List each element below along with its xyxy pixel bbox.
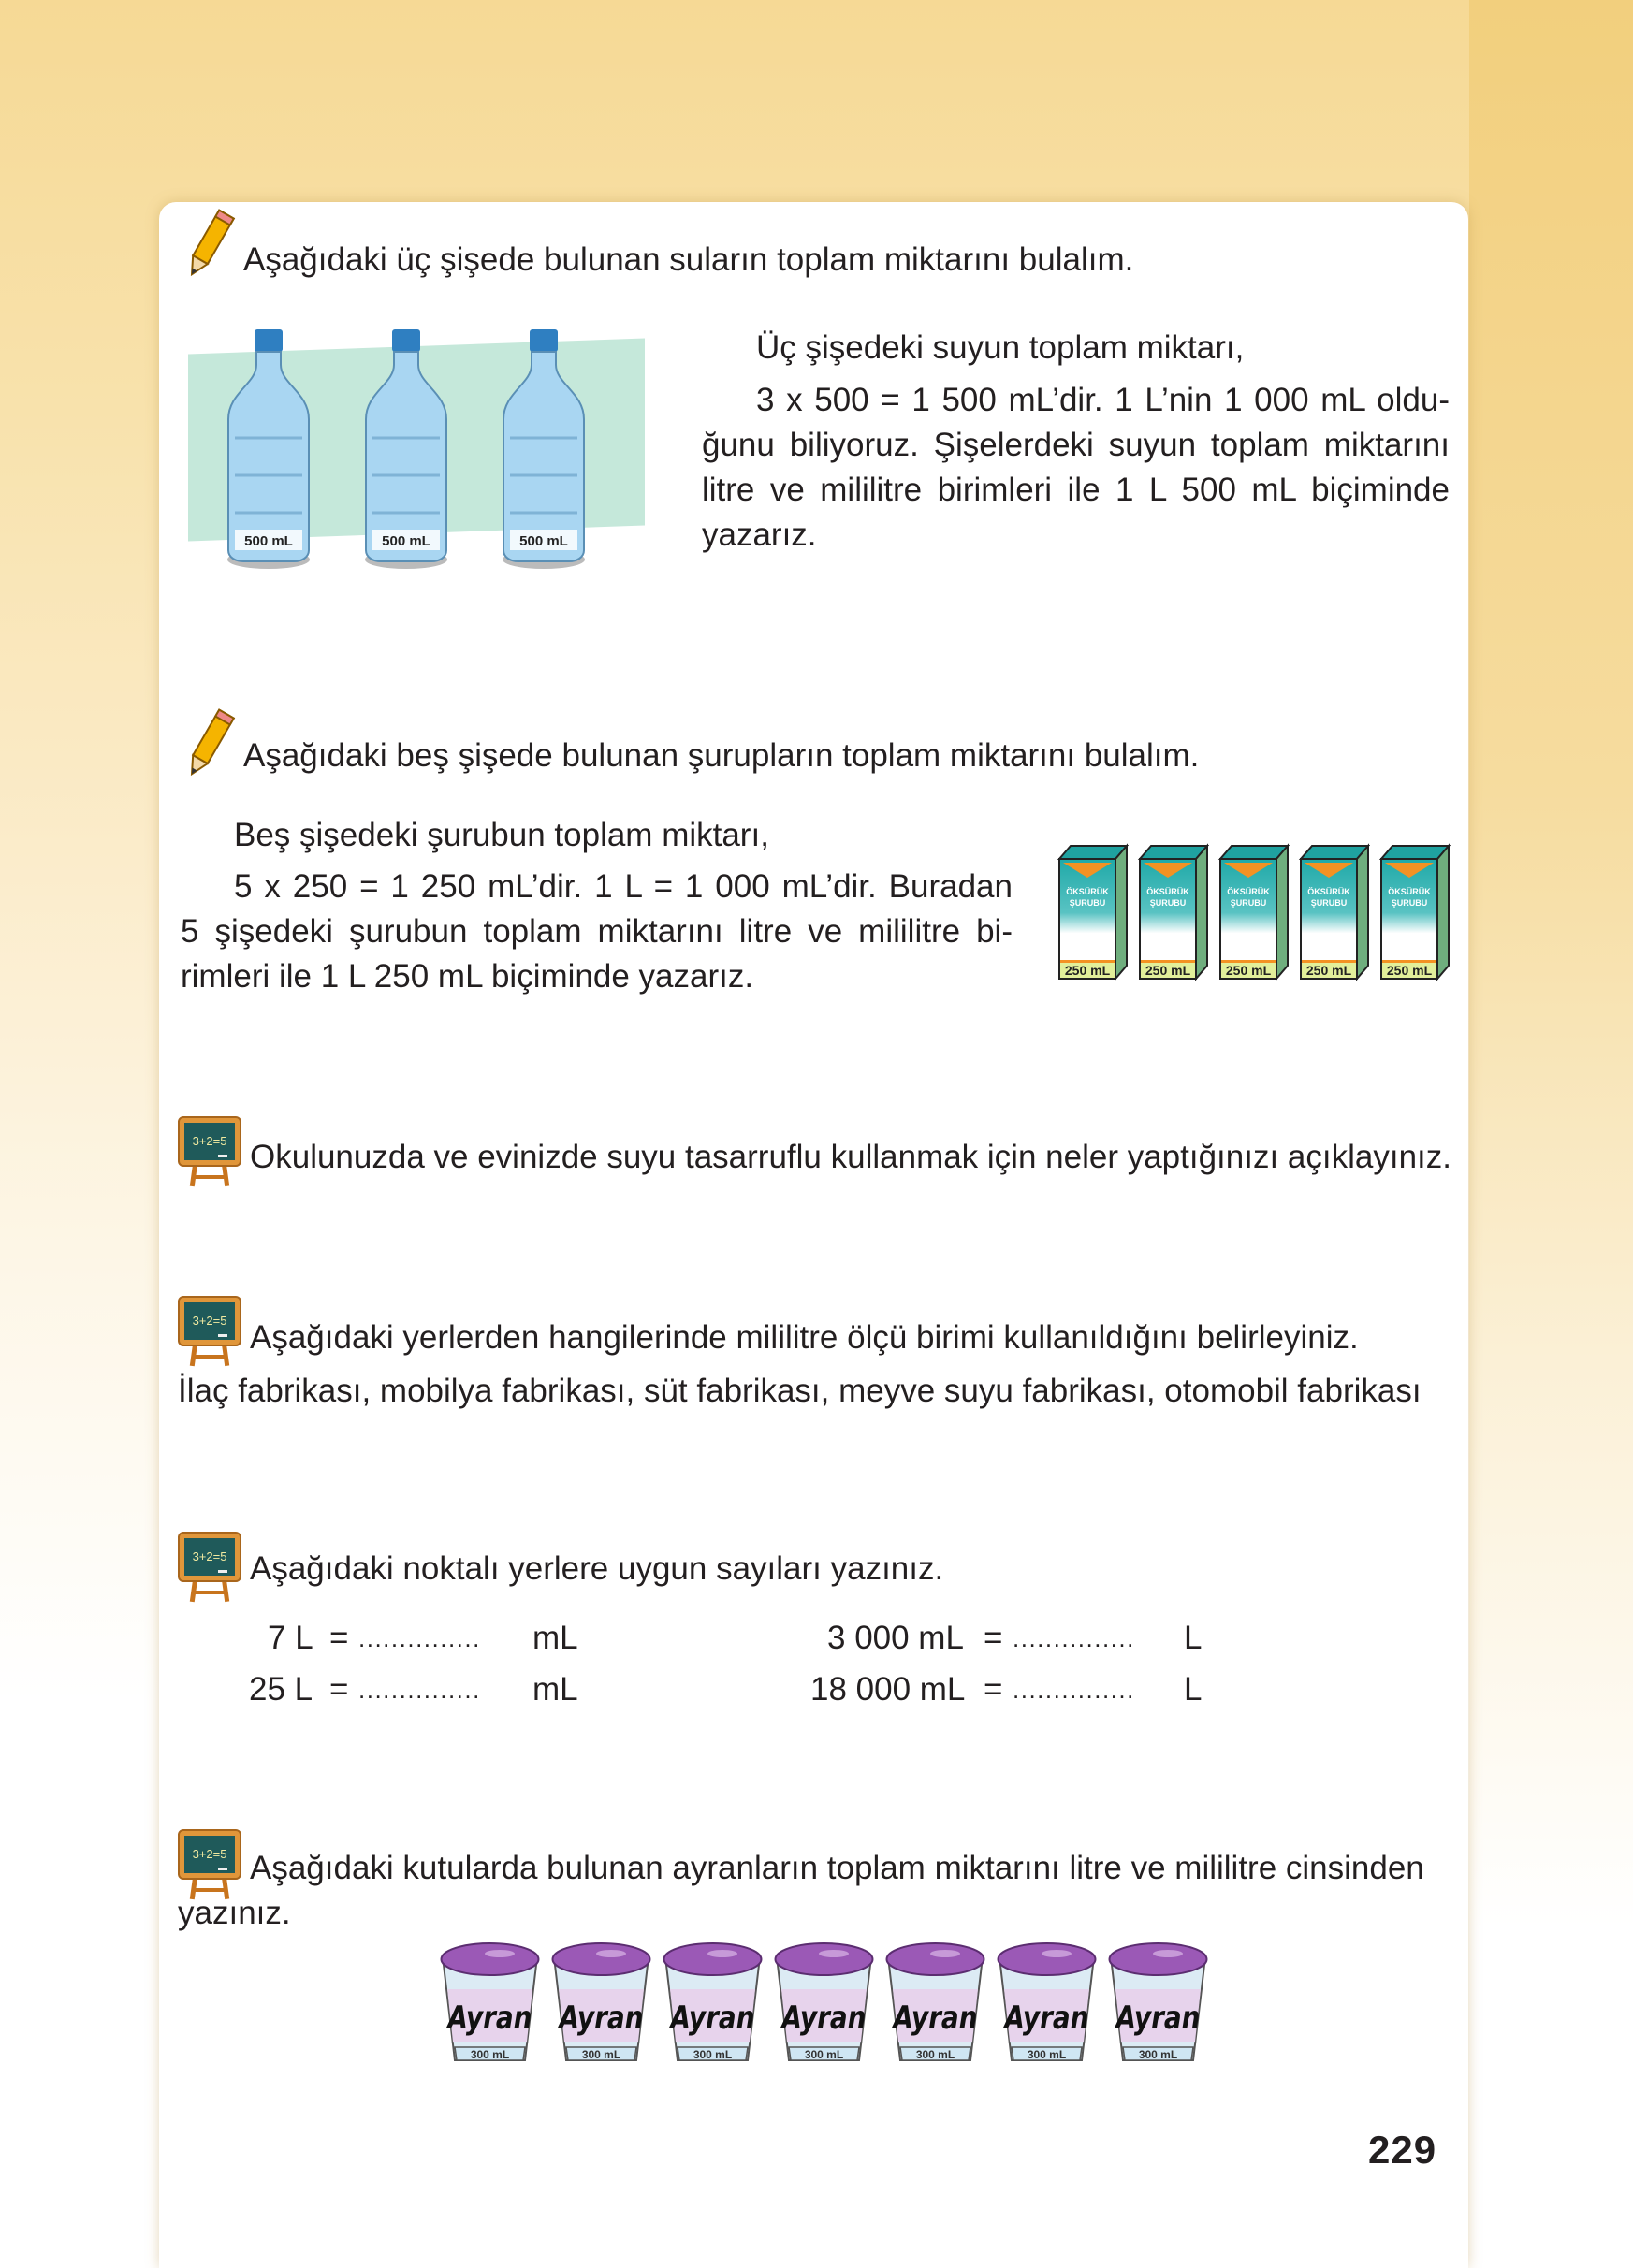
- equals-sign: =: [984, 1620, 1003, 1656]
- task3-text: Aşağıdaki noktalı yerlere uygun sayıları yazınız.: [250, 1550, 944, 1587]
- syrup-box: [1136, 842, 1209, 987]
- board-text: 3+2=5: [192, 1549, 227, 1563]
- answer-blank[interactable]: ...............: [1013, 1676, 1135, 1704]
- answer-blank[interactable]: ...............: [1013, 1624, 1135, 1652]
- pencil-icon: [178, 208, 240, 283]
- board-text: 3+2=5: [192, 1847, 227, 1861]
- water-bottle: [226, 326, 312, 575]
- syrup-box: [1217, 842, 1290, 987]
- fill-unit: L: [1184, 1671, 1203, 1708]
- task2-text: Aşağıdaki yerlerden hangilerinde mililitre ölçü birimi kullanıldığını belirleyiniz.: [250, 1319, 1359, 1356]
- cup-name: Ayran: [781, 1999, 867, 2037]
- box-name: ŞURUBU: [1069, 898, 1106, 908]
- equals-sign: =: [329, 1671, 349, 1708]
- fill-unit: mL: [532, 1620, 578, 1656]
- fill-unit: mL: [532, 1671, 578, 1708]
- cup-name: Ayran: [1115, 1999, 1201, 2037]
- task1-text: Okulunuzda ve evinizde suyu tasarruflu kullanmak için neler yaptığınızı açıklayınız.: [250, 1139, 1451, 1175]
- syrup-boxes-image: [1056, 842, 1451, 987]
- equals-sign: =: [984, 1671, 1003, 1708]
- page-number: 229: [1368, 2128, 1437, 2172]
- page-decor-band: [1469, 0, 1633, 2268]
- box-name: ÖKSÜRÜK: [1307, 887, 1350, 896]
- fill-unit: L: [1184, 1620, 1203, 1656]
- box-label: 250 mL: [1064, 963, 1111, 978]
- ayran-cup: [546, 1937, 657, 2077]
- section1-line: yazarız.: [702, 516, 817, 553]
- ayran-cup: [1102, 1937, 1214, 2077]
- ayran-cup: [768, 1937, 880, 2077]
- bottle-label: 500 mL: [382, 533, 430, 549]
- section1-line: 3 x 500 = 1 500 mL’dir. 1 L’nin 1 000 mL oldu-: [756, 382, 1450, 418]
- section2-line: 5 x 250 = 1 250 mL’dir. 1 L = 1 000 mL’dir. Buradan: [234, 868, 1013, 905]
- board-text: 3+2=5: [192, 1134, 227, 1148]
- ayran-cup: [991, 1937, 1102, 2077]
- task4-text: yazınız.: [178, 1895, 291, 1931]
- answer-blank[interactable]: ...............: [358, 1676, 481, 1704]
- section2-line: 5 şişedeki şurubun toplam miktarını litre ve mililitre bi-: [181, 913, 1013, 950]
- ayran-cup: [657, 1937, 768, 2077]
- section1-paragraph: [702, 378, 1450, 558]
- syrup-box: [1056, 842, 1129, 987]
- cup-label: 300 mL: [470, 2048, 510, 2061]
- fill-item: [249, 1667, 313, 1712]
- box-label: 250 mL: [1386, 963, 1433, 978]
- section2-heading: Aşağıdaki beş şişede bulunan şurupların toplam miktarını bulalım.: [243, 737, 1200, 774]
- section2-line: rimleri ile 1 L 250 mL biçiminde yazarız.: [181, 958, 754, 995]
- box-name: ŞURUBU: [1310, 898, 1348, 908]
- water-bottle: [363, 326, 449, 575]
- answer-blank[interactable]: ...............: [358, 1624, 481, 1652]
- box-name: ŞURUBU: [1391, 898, 1428, 908]
- box-label: 250 mL: [1145, 963, 1191, 978]
- fill-item: [827, 1616, 964, 1661]
- section2-paragraph: [181, 865, 1013, 999]
- fill-left: 18 000 mL: [810, 1671, 966, 1708]
- pencil-icon: [178, 707, 240, 782]
- task4-text: Aşağıdaki kutularda bulunan ayranların toplam miktarını litre ve mililitre cinsinden: [250, 1850, 1424, 1886]
- section1-heading: Aşağıdaki üç şişede bulunan suların toplam miktarını bulalım.: [243, 241, 1134, 278]
- cup-label: 300 mL: [1027, 2048, 1067, 2061]
- ayran-cup: [434, 1937, 546, 2077]
- fill-item: [810, 1667, 965, 1712]
- fill-left: 7 L: [268, 1620, 313, 1656]
- syrup-box: [1297, 842, 1370, 987]
- bottle-label: 500 mL: [519, 533, 568, 549]
- syrup-box: [1378, 842, 1451, 987]
- cup-label: 300 mL: [1138, 2048, 1178, 2061]
- task2-list: İlaç fabrikası, mobilya fabrikası, süt fabrikası, meyve suyu fabrikası, otomobil fabrikası: [178, 1373, 1422, 1409]
- cup-name: Ayran: [1004, 1999, 1089, 2037]
- chalkboard-icon: [177, 1531, 242, 1608]
- chalkboard-icon: [177, 1115, 242, 1193]
- bottle-label: 500 mL: [244, 533, 293, 549]
- section1-line: Üç şişedeki suyun toplam miktarı,: [756, 329, 1245, 366]
- fill-left: 3 000 mL: [827, 1620, 964, 1656]
- cup-name: Ayran: [670, 1999, 755, 2037]
- box-name: ÖKSÜRÜK: [1066, 887, 1109, 896]
- equals-sign: =: [329, 1620, 349, 1656]
- box-name: ŞURUBU: [1230, 898, 1267, 908]
- ayran-cups-image: [434, 1937, 1214, 2077]
- section1-line: ğunu biliyoruz. Şişelerdeki suyun toplam miktarını: [702, 427, 1450, 463]
- box-name: ÖKSÜRÜK: [1388, 887, 1431, 896]
- box-label: 250 mL: [1305, 963, 1352, 978]
- cup-label: 300 mL: [581, 2048, 621, 2061]
- water-bottles-image: [188, 326, 645, 580]
- water-bottle: [501, 326, 587, 575]
- box-name: ÖKSÜRÜK: [1146, 887, 1189, 896]
- cup-label: 300 mL: [915, 2048, 955, 2061]
- chalkboard-icon: [177, 1295, 242, 1373]
- board-text: 3+2=5: [192, 1314, 227, 1328]
- cup-name: Ayran: [559, 1999, 644, 2037]
- section2-line: Beş şişedeki şurubun toplam miktarı,: [234, 817, 769, 853]
- fill-left: 25 L: [249, 1671, 313, 1708]
- cup-name: Ayran: [447, 1999, 532, 2037]
- box-label: 250 mL: [1225, 963, 1272, 978]
- box-name: ÖKSÜRÜK: [1227, 887, 1270, 896]
- cup-name: Ayran: [893, 1999, 978, 2037]
- section1-line: litre ve mililitre birimleri ile 1 L 500 mL biçiminde: [702, 472, 1450, 508]
- ayran-cup: [880, 1937, 991, 2077]
- fill-item: [268, 1616, 313, 1661]
- box-name: ŞURUBU: [1149, 898, 1187, 908]
- cup-label: 300 mL: [693, 2048, 733, 2061]
- cup-label: 300 mL: [804, 2048, 844, 2061]
